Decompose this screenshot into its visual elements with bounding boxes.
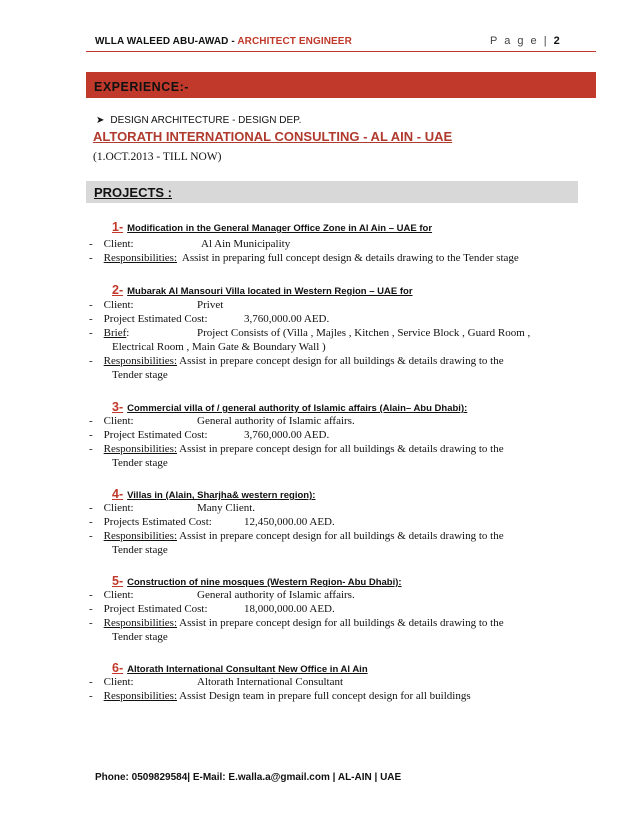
project-6-client-value: Altorath International Consultant — [197, 676, 344, 688]
project-title: Altorath International Consultant New Office in Al Ain — [127, 664, 368, 675]
project-4-cost: - Projects Estimated Cost: — [89, 516, 212, 528]
project-1-client-value: Al Ain Municipality — [201, 238, 291, 250]
employment-date: (1.OCT.2013 - TILL NOW) — [93, 151, 222, 163]
responsibilities-label: Responsibilities: — [103, 690, 178, 702]
client-label: Client: — [103, 676, 134, 688]
responsibilities-text: Assist in prepare concept design for all buildings & details drawing to the — [179, 355, 504, 367]
project-3-client-value: General authority of Islamic affairs. — [197, 415, 355, 427]
project-4-responsibilities-cont: Tender stage — [112, 544, 168, 556]
project-3-client: - Client: — [89, 415, 134, 427]
project-title: Mubarak Al Mansouri Villa located in Western Region – UAE for — [127, 286, 413, 297]
responsibilities-label: Responsibilities: — [103, 530, 178, 542]
department-text: DESIGN ARCHITECTURE - DESIGN DEP. — [110, 115, 302, 126]
project-2-brief-text-2: Electrical Room , Main Gate & Boundary Wall ) — [112, 341, 326, 353]
page-label: P a g e — [490, 35, 539, 47]
header-rule — [86, 51, 596, 52]
responsibilities-text: Assist in prepare concept design for all buildings & details drawing to the — [179, 617, 504, 629]
department-bullet — [96, 115, 301, 126]
author-role: ARCHITECT ENGINEER — [237, 36, 352, 47]
responsibilities-text: Assist Design team in prepare full concept design for all buildings — [179, 690, 471, 702]
project-1-client: - Client: — [89, 238, 134, 250]
responsibilities-text: Assist in prepare concept design for all buildings & details drawing to the — [179, 530, 504, 542]
project-2-client: - Client: — [89, 299, 134, 311]
project-2-cost-value: 3,760,000.00 AED. — [244, 313, 330, 325]
project-5-client-value: General authority of Islamic affairs. — [197, 589, 355, 601]
client-label: Client: — [103, 238, 134, 250]
project-number: 3- — [112, 400, 124, 414]
cost-label: Project Estimated Cost: — [103, 429, 208, 441]
project-2-responsibilities: - Responsibilities: Assist in prepare concept design for all buildings & details drawing to the — [89, 355, 504, 367]
cost-label: Project Estimated Cost: — [103, 313, 208, 325]
project-1-heading — [112, 218, 432, 236]
header-separator: - — [231, 36, 235, 47]
project-number: 4- — [112, 487, 124, 501]
project-2-responsibilities-cont: Tender stage — [112, 369, 168, 381]
responsibilities-label: Responsibilities: — [103, 617, 178, 629]
project-4-responsibilities: - Responsibilities: Assist in prepare concept design for all buildings & details drawing to the — [89, 530, 504, 542]
footer-contact: Phone: 0509829584| E-Mail: E.walla.a@gmail.com | AL-AIN | UAE — [95, 772, 402, 783]
arrow-bullet-icon: ➤ — [96, 115, 105, 126]
project-4-client: - Client: — [89, 502, 134, 514]
header-name — [95, 36, 352, 47]
page-indicator — [490, 35, 560, 47]
experience-heading: EXPERIENCE:- — [94, 80, 189, 94]
responsibilities-label: Responsibilities: — [103, 355, 178, 367]
cost-label: Projects Estimated Cost: — [103, 516, 212, 528]
client-label: Client: — [103, 415, 134, 427]
project-2-brief: - Brief: — [89, 327, 130, 339]
project-number: 2- — [112, 283, 124, 297]
project-2-cost: - Project Estimated Cost: — [89, 313, 208, 325]
project-1-responsibilities: - Responsibilities: Assist in preparing full concept design & details drawing to the Tender stage — [89, 252, 519, 264]
project-number: 6- — [112, 661, 124, 675]
brief-label: Brief — [103, 327, 127, 339]
project-5-responsibilities-cont: Tender stage — [112, 631, 168, 643]
page-number: 2 — [553, 35, 560, 47]
project-title: Villas in (Alain, Sharjha& western region): — [127, 490, 316, 501]
responsibilities-label: Responsibilities: — [103, 443, 178, 455]
project-3-responsibilities: - Responsibilities: Assist in prepare concept design for all buildings & details drawing to the — [89, 443, 504, 455]
projects-heading: PROJECTS : — [94, 185, 173, 200]
client-label: Client: — [103, 502, 134, 514]
project-4-cost-value: 12,450,000.00 AED. — [244, 516, 335, 528]
client-label: Client: — [103, 299, 134, 311]
page-separator: | — [543, 35, 549, 47]
project-2-heading — [112, 281, 413, 299]
project-5-client: - Client: — [89, 589, 134, 601]
project-number: 5- — [112, 574, 124, 588]
project-title: Commercial villa of / general authority of Islamic affairs (Alain– Abu Dhabi): — [127, 403, 468, 414]
responsibilities-text: Assist in preparing full concept design & details drawing to the Tender stage — [181, 252, 519, 264]
project-title: Construction of nine mosques (Western Region- Abu Dhabi): — [127, 577, 402, 588]
project-5-cost: - Project Estimated Cost: — [89, 603, 208, 615]
project-title: Modification in the General Manager Office Zone in Al Ain – UAE for — [127, 223, 433, 234]
project-2-brief-text-1: Project Consists of (Villa , Majles , Kitchen , Service Block , Guard Room , — [197, 327, 531, 339]
author-name: WLLA WALEED ABU-AWAD — [95, 36, 229, 47]
project-6-client: - Client: — [89, 676, 134, 688]
project-3-responsibilities-cont: Tender stage — [112, 457, 168, 469]
responsibilities-label: Responsibilities: — [103, 252, 178, 264]
project-6-responsibilities: - Responsibilities: Assist Design team in prepare full concept design for all buildings — [89, 690, 471, 702]
company-name: ALTORATH INTERNATIONAL CONSULTING - AL AIN - UAE — [93, 129, 453, 144]
project-4-client-value: Many Client. — [197, 502, 256, 514]
project-3-cost-value: 3,760,000.00 AED. — [244, 429, 330, 441]
project-3-cost: - Project Estimated Cost: — [89, 429, 208, 441]
cost-label: Project Estimated Cost: — [103, 603, 208, 615]
responsibilities-text: Assist in prepare concept design for all buildings & details drawing to the — [179, 443, 504, 455]
project-number: 1- — [112, 220, 124, 234]
project-5-cost-value: 18,000,000.00 AED. — [244, 603, 335, 615]
project-5-responsibilities: - Responsibilities: Assist in prepare concept design for all buildings & details drawing to the — [89, 617, 504, 629]
project-2-client-value: Privet — [197, 299, 224, 311]
client-label: Client: — [103, 589, 134, 601]
